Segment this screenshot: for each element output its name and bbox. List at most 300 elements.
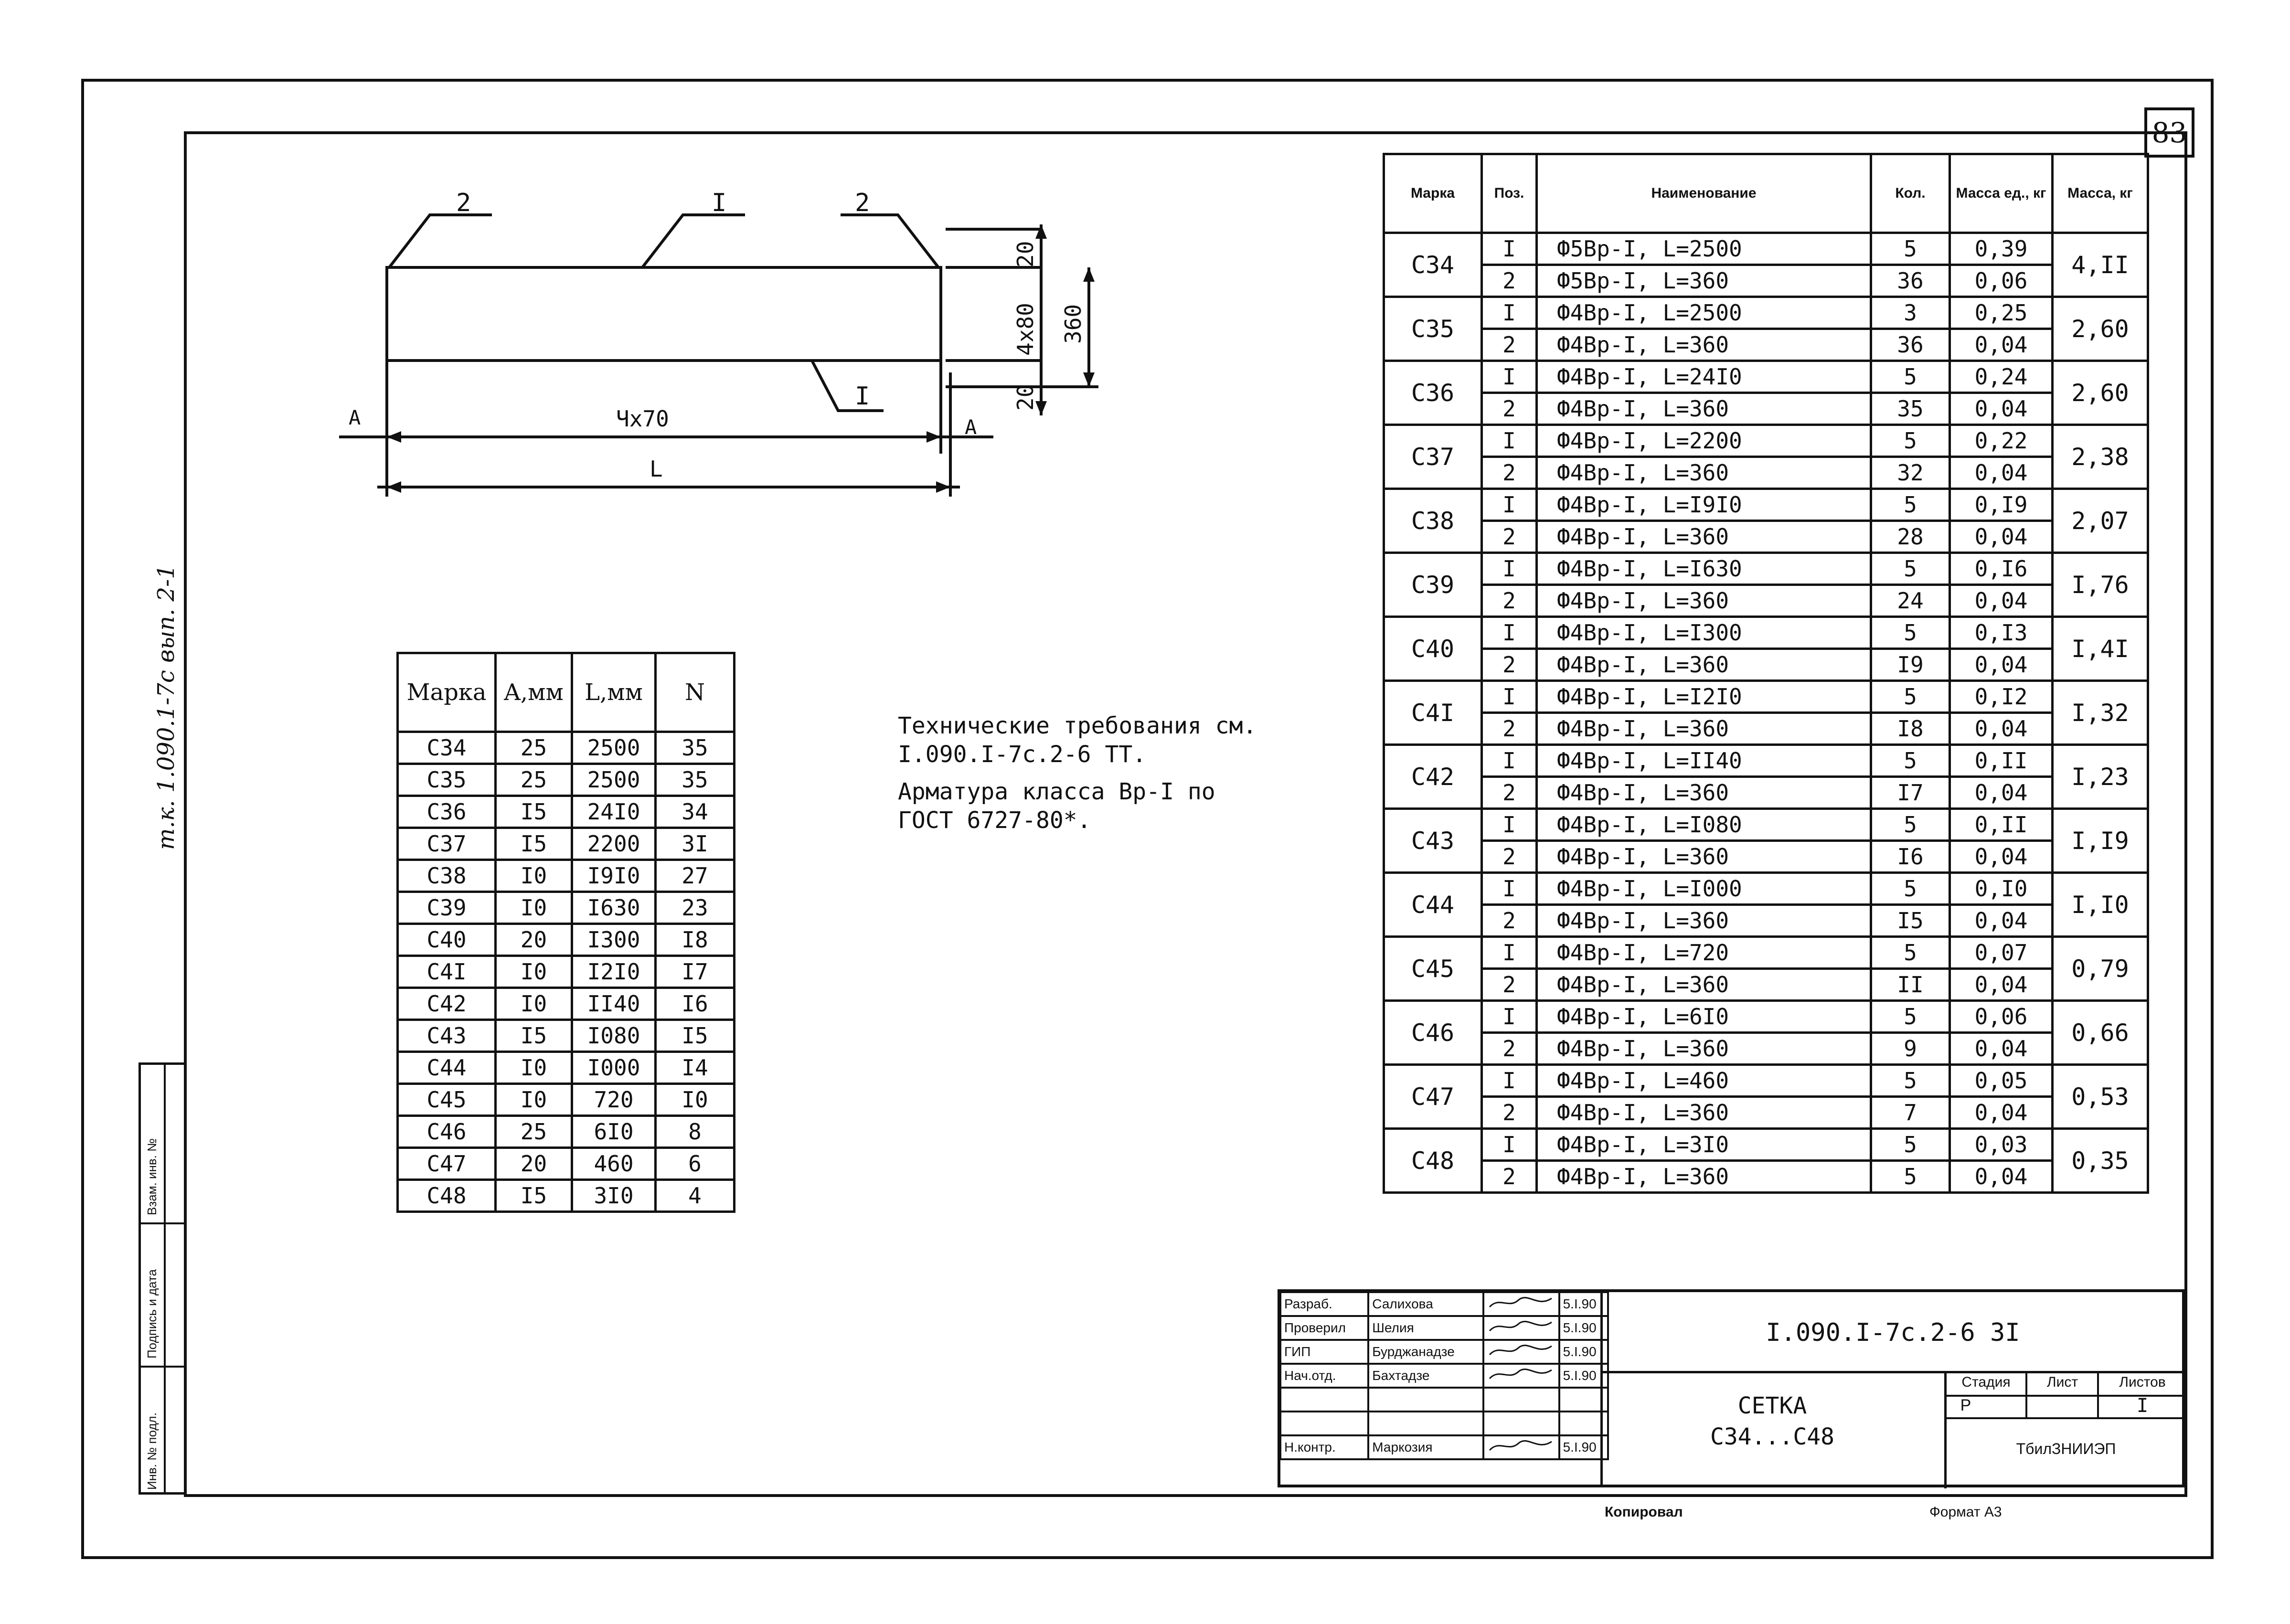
spec-pos-cell: 2 <box>1482 777 1537 809</box>
spec-name-cell: Ф4Вр-I, L=360 <box>1537 649 1871 681</box>
spec-name-cell: Ф4Вр-I, L=I630 <box>1537 553 1871 585</box>
spec-unit-mass-cell: 0,04 <box>1950 969 2053 1001</box>
spec-qty-cell: 36 <box>1871 329 1950 361</box>
spec-unit-mass-cell: 0,04 <box>1950 1033 2053 1065</box>
signature-sign <box>1483 1388 1559 1412</box>
mark-table <box>396 652 735 1213</box>
spec-qty-cell: 5 <box>1871 1065 1950 1097</box>
handwritten-signature <box>1487 1366 1554 1382</box>
spec-unit-mass-cell: 0,06 <box>1950 265 2053 297</box>
spec-unit-mass-cell: 0,04 <box>1950 585 2053 617</box>
spec-table-row <box>1384 361 2148 393</box>
mark-table-row <box>398 796 735 828</box>
mark-table-cell: I0 <box>496 1052 572 1084</box>
signature-role <box>1280 1388 1368 1412</box>
sheet-header: Лист <box>2046 1374 2078 1390</box>
dim-pitch: Чx70 <box>616 406 669 432</box>
spec-table-row <box>1384 521 2148 553</box>
mark-table-cell: I080 <box>572 1020 656 1052</box>
spec-unit-mass-cell: 0,II <box>1950 809 2053 841</box>
spec-unit-mass-cell: 0,I9 <box>1950 489 2053 521</box>
mark-table-cell: 720 <box>572 1084 656 1116</box>
spec-qty-cell: 5 <box>1871 745 1950 777</box>
spec-name-cell: Ф4Вр-I, L=360 <box>1537 521 1871 553</box>
spec-pos-cell: I <box>1482 425 1537 457</box>
spec-name-cell: Ф5Вр-I, L=2500 <box>1537 233 1871 265</box>
spec-qty-cell: 5 <box>1871 233 1950 265</box>
spec-pos-cell: 2 <box>1482 969 1537 1001</box>
mark-table-cell: C44 <box>398 1052 496 1084</box>
spec-qty-cell: I8 <box>1871 713 1950 745</box>
spec-pos-cell: I <box>1482 745 1537 777</box>
mark-table-cell: C39 <box>398 892 496 924</box>
spec-mark-cell: C46 <box>1384 1001 1482 1065</box>
mark-table-cell: I0 <box>496 956 572 988</box>
leader-bottom <box>812 361 884 411</box>
spec-name-cell: Ф4Вр-I, L=460 <box>1537 1065 1871 1097</box>
dim-total-height: 360 <box>1060 304 1086 344</box>
spec-table-row <box>1384 1065 2148 1097</box>
spec-name-cell: Ф4Вр-I, L=2200 <box>1537 425 1871 457</box>
pos-label-1-top: I <box>712 189 727 217</box>
mark-table-row <box>398 1084 735 1116</box>
spec-mark-cell: C40 <box>1384 617 1482 681</box>
spec-pos-cell: 2 <box>1482 713 1537 745</box>
spec-pos-cell: I <box>1482 937 1537 969</box>
mark-table-cell: 23 <box>656 892 735 924</box>
spec-table-row <box>1384 777 2148 809</box>
spec-name-cell: Ф4Вр-I, L=360 <box>1537 1097 1871 1129</box>
spec-table-row <box>1384 649 2148 681</box>
spec-mark-cell: C34 <box>1384 233 1482 297</box>
mark-table-cell: I9I0 <box>572 860 656 892</box>
mesh-outline <box>387 267 941 361</box>
spec-unit-mass-cell: 0,24 <box>1950 361 2053 393</box>
spec-table-row <box>1384 1129 2148 1161</box>
spec-qty-cell: 5 <box>1871 1001 1950 1033</box>
spec-table-row <box>1384 713 2148 745</box>
dim-top: 20 <box>1012 241 1038 267</box>
mark-table-cell: C38 <box>398 860 496 892</box>
dim-a-left: A <box>349 406 361 429</box>
spec-header-qty: Кол. <box>1871 154 1950 233</box>
mark-table-cell: C45 <box>398 1084 496 1116</box>
mark-table-cell: 20 <box>496 924 572 956</box>
signature-name <box>1368 1388 1483 1412</box>
spec-total-mass-cell: I,4I <box>2053 617 2148 681</box>
spec-table-row <box>1384 1161 2148 1193</box>
mark-table-cell: C37 <box>398 828 496 860</box>
spec-qty-cell: 7 <box>1871 1097 1950 1129</box>
mark-table-cell: I0 <box>496 988 572 1020</box>
mark-table-cell: I000 <box>572 1052 656 1084</box>
spec-name-cell: Ф4Вр-I, L=I2I0 <box>1537 681 1871 713</box>
spec-total-mass-cell: 2,60 <box>2053 297 2148 361</box>
spec-pos-cell: I <box>1482 553 1537 585</box>
side-column-sign: Подпись и дата <box>145 1269 159 1359</box>
signature-name: Шелия <box>1368 1316 1483 1340</box>
signature-row <box>1280 1412 1608 1435</box>
spec-name-cell: Ф4Вр-I, L=360 <box>1537 1161 1871 1193</box>
spec-pos-cell: 2 <box>1482 585 1537 617</box>
spec-pos-cell: I <box>1482 1129 1537 1161</box>
title-block <box>1278 1289 2185 1487</box>
mark-table-row <box>398 1148 735 1180</box>
signature-row <box>1280 1340 1608 1364</box>
spec-unit-mass-cell: 0,04 <box>1950 713 2053 745</box>
signature-name: Бурджанадзе <box>1368 1340 1483 1364</box>
spec-name-cell: Ф4Вр-I, L=24I0 <box>1537 361 1871 393</box>
footer-copied: Копировал <box>1605 1504 1683 1520</box>
spec-table-row <box>1384 841 2148 873</box>
spec-table-row <box>1384 937 2148 969</box>
mark-table-body <box>398 732 735 1212</box>
spec-unit-mass-cell: 0,I2 <box>1950 681 2053 713</box>
spec-name-cell: Ф4Вр-I, L=360 <box>1537 329 1871 361</box>
spec-table-header <box>1384 154 2148 233</box>
mark-table-header <box>398 653 735 732</box>
spec-unit-mass-cell: 0,04 <box>1950 841 2053 873</box>
spec-pos-cell: 2 <box>1482 905 1537 937</box>
spec-pos-cell: 2 <box>1482 265 1537 297</box>
mark-table-cell: C43 <box>398 1020 496 1052</box>
signature-role <box>1280 1412 1368 1435</box>
spec-qty-cell: I6 <box>1871 841 1950 873</box>
mark-table-row <box>398 1020 735 1052</box>
spec-mark-cell: C43 <box>1384 809 1482 873</box>
spec-pos-cell: 2 <box>1482 1097 1537 1129</box>
spec-unit-mass-cell: 0,04 <box>1950 1161 2053 1193</box>
spec-unit-mass-cell: 0,04 <box>1950 777 2053 809</box>
spec-total-mass-cell: 0,53 <box>2053 1065 2148 1129</box>
spec-unit-mass-cell: 0,04 <box>1950 457 2053 489</box>
specification-table <box>1383 153 2149 1194</box>
spec-pos-cell: 2 <box>1482 841 1537 873</box>
spec-unit-mass-cell: 0,03 <box>1950 1129 2053 1161</box>
spec-unit-mass-cell: 0,05 <box>1950 1065 2053 1097</box>
mark-table-cell: 3I0 <box>572 1180 656 1212</box>
spec-table-row <box>1384 233 2148 265</box>
sheets-value: I <box>2136 1395 2149 1417</box>
title-line-1: СЕТКА <box>1737 1392 1807 1419</box>
pos-label-2-right: 2 <box>855 189 870 217</box>
mark-table-cell: 35 <box>656 732 735 764</box>
leader-top <box>642 215 745 267</box>
mark-table-cell: 2500 <box>572 764 656 796</box>
spec-qty-cell: I9 <box>1871 649 1950 681</box>
mark-table-row <box>398 1180 735 1212</box>
mark-table-row <box>398 1052 735 1084</box>
spec-table-row <box>1384 1033 2148 1065</box>
mark-table-cell: I0 <box>496 860 572 892</box>
spec-name-cell: Ф4Вр-I, L=360 <box>1537 1033 1871 1065</box>
spec-mark-cell: C47 <box>1384 1065 1482 1129</box>
spec-pos-cell: I <box>1482 1065 1537 1097</box>
signature-role: Н.контр. <box>1280 1435 1368 1459</box>
signature-sign <box>1483 1292 1559 1316</box>
mark-table-cell: 4 <box>656 1180 735 1212</box>
spec-qty-cell: 5 <box>1871 1129 1950 1161</box>
sheet-number: 83 <box>2152 116 2187 149</box>
spec-header-unit-mass: Масса ед., кг <box>1950 154 2053 233</box>
spec-qty-cell: 5 <box>1871 489 1950 521</box>
handwritten-signature <box>1487 1295 1554 1311</box>
stage-value: Р <box>1960 1396 1971 1414</box>
spec-name-cell: Ф4Вр-I, L=I300 <box>1537 617 1871 649</box>
mark-table-row <box>398 860 735 892</box>
mark-table-cell: 20 <box>496 1148 572 1180</box>
spec-unit-mass-cell: 0,04 <box>1950 329 2053 361</box>
side-column-inv: Инв. № подл. <box>145 1412 159 1490</box>
spec-qty-cell: 5 <box>1871 553 1950 585</box>
signature-sign <box>1483 1412 1559 1435</box>
signature-name: Бахтадзе <box>1368 1364 1483 1388</box>
sheets-header: Листов <box>2119 1374 2166 1390</box>
mark-header-n: N <box>656 653 735 732</box>
spec-name-cell: Ф4Вр-I, L=360 <box>1537 585 1871 617</box>
handwritten-signature <box>1487 1342 1554 1359</box>
mark-table-cell: C48 <box>398 1180 496 1212</box>
mark-table-cell: I630 <box>572 892 656 924</box>
spec-header-name: Наименование <box>1537 154 1871 233</box>
spec-total-mass-cell: 2,07 <box>2053 489 2148 553</box>
spec-qty-cell: I7 <box>1871 777 1950 809</box>
mark-header-a: A,мм <box>496 653 572 732</box>
spec-unit-mass-cell: 0,04 <box>1950 521 2053 553</box>
spec-pos-cell: 2 <box>1482 457 1537 489</box>
spec-qty-cell: 5 <box>1871 937 1950 969</box>
mark-table-cell: I8 <box>656 924 735 956</box>
spec-pos-cell: 2 <box>1482 521 1537 553</box>
spec-header-mark: Марка <box>1384 154 1482 233</box>
signature-date: 5.І.90 <box>1559 1316 1608 1340</box>
mark-table-cell: I0 <box>656 1084 735 1116</box>
spec-pos-cell: 2 <box>1482 1033 1537 1065</box>
spec-name-cell: Ф4Вр-I, L=360 <box>1537 713 1871 745</box>
spec-table-row <box>1384 393 2148 425</box>
spec-total-mass-cell: I,I9 <box>2053 809 2148 873</box>
mark-table-row <box>398 892 735 924</box>
spec-pos-cell: I <box>1482 681 1537 713</box>
spec-unit-mass-cell: 0,I6 <box>1950 553 2053 585</box>
leader-left <box>389 215 492 267</box>
spec-total-mass-cell: I,23 <box>2053 745 2148 809</box>
spec-name-cell: Ф4Вр-I, L=360 <box>1537 457 1871 489</box>
document-code: I.090.I-7c.2-6 3I <box>1766 1318 2020 1347</box>
signature-date: 5.І.90 <box>1559 1435 1608 1459</box>
spec-qty-cell: 35 <box>1871 393 1950 425</box>
spec-total-mass-cell: 4,II <box>2053 233 2148 297</box>
mark-table-cell: C46 <box>398 1116 496 1148</box>
mark-table-cell: 8 <box>656 1116 735 1148</box>
spec-mark-cell: C37 <box>1384 425 1482 489</box>
spec-mark-cell: C44 <box>1384 873 1482 937</box>
spec-name-cell: Ф4Вр-I, L=360 <box>1537 393 1871 425</box>
side-note: т.к. 1.090.1-7с вып. 2-1 <box>153 564 180 850</box>
signature-row <box>1280 1292 1608 1316</box>
spec-mark-cell: C45 <box>1384 937 1482 1001</box>
spec-mark-cell: C35 <box>1384 297 1482 361</box>
spec-pos-cell: I <box>1482 233 1537 265</box>
mark-table-cell: I4 <box>656 1052 735 1084</box>
spec-pos-cell: 2 <box>1482 649 1537 681</box>
spec-pos-cell: I <box>1482 873 1537 905</box>
spec-unit-mass-cell: 0,04 <box>1950 905 2053 937</box>
mark-table-cell: C36 <box>398 796 496 828</box>
spec-header-total-mass: Масса, кг <box>2053 154 2148 233</box>
spec-name-cell: Ф4Вр-I, L=720 <box>1537 937 1871 969</box>
spec-mark-cell: C4I <box>1384 681 1482 745</box>
dim-a-right: A <box>965 415 977 439</box>
signature-date: 5.І.90 <box>1559 1364 1608 1388</box>
mark-table-row <box>398 732 735 764</box>
mark-table-cell: I300 <box>572 924 656 956</box>
spec-mark-cell: C36 <box>1384 361 1482 425</box>
mark-table-cell: 2200 <box>572 828 656 860</box>
spec-pos-cell: 2 <box>1482 329 1537 361</box>
spec-pos-cell: I <box>1482 1001 1537 1033</box>
signature-name: Маркозия <box>1368 1435 1483 1459</box>
mark-table-cell: 25 <box>496 732 572 764</box>
mark-table-cell: I7 <box>656 956 735 988</box>
mark-table-row <box>398 956 735 988</box>
dim-bottom: 20 <box>1012 384 1038 411</box>
spec-header-pos: Поз. <box>1482 154 1537 233</box>
spec-qty-cell: 3 <box>1871 297 1950 329</box>
spec-table-row <box>1384 681 2148 713</box>
technical-notes <box>898 711 1257 835</box>
spec-total-mass-cell: 0,35 <box>2053 1129 2148 1193</box>
spec-qty-cell: 5 <box>1871 1161 1950 1193</box>
stage-header: Стадия <box>1961 1374 2011 1390</box>
mark-table-cell: I2I0 <box>572 956 656 988</box>
spec-total-mass-cell: 0,79 <box>2053 937 2148 1001</box>
mark-table-cell: 6 <box>656 1148 735 1180</box>
note-line-4: ГОСТ 6727-80*. <box>898 807 1091 834</box>
spec-pos-cell: I <box>1482 809 1537 841</box>
spec-unit-mass-cell: 0,25 <box>1950 297 2053 329</box>
mark-table-cell: I0 <box>496 1084 572 1116</box>
mark-table-row <box>398 764 735 796</box>
mark-table-row <box>398 988 735 1020</box>
mark-table-cell: I5 <box>496 1020 572 1052</box>
mark-table-cell: 6I0 <box>572 1116 656 1148</box>
spec-total-mass-cell: I,I0 <box>2053 873 2148 937</box>
spec-name-cell: Ф4Вр-I, L=360 <box>1537 841 1871 873</box>
spec-total-mass-cell: 2,60 <box>2053 361 2148 425</box>
handwritten-signature <box>1487 1318 1554 1335</box>
spec-mark-cell: C42 <box>1384 745 1482 809</box>
spec-name-cell: Ф5Вр-I, L=360 <box>1537 265 1871 297</box>
spec-table-row <box>1384 745 2148 777</box>
signature-sign <box>1483 1364 1559 1388</box>
spec-table-row <box>1384 553 2148 585</box>
mark-table-cell: I6 <box>656 988 735 1020</box>
spec-qty-cell: 5 <box>1871 873 1950 905</box>
spec-name-cell: Ф4Вр-I, L=360 <box>1537 905 1871 937</box>
spec-qty-cell: 28 <box>1871 521 1950 553</box>
mark-table-cell: C35 <box>398 764 496 796</box>
spec-table-row <box>1384 1001 2148 1033</box>
mark-table-cell: II40 <box>572 988 656 1020</box>
spec-unit-mass-cell: 0,II <box>1950 745 2053 777</box>
signature-row <box>1280 1316 1608 1340</box>
spec-name-cell: Ф4Вр-I, L=I000 <box>1537 873 1871 905</box>
mark-table-cell: C40 <box>398 924 496 956</box>
mark-table-row <box>398 828 735 860</box>
organization: ТбилЗНИИЭП <box>2016 1440 2116 1457</box>
spec-table-row <box>1384 873 2148 905</box>
signature-row <box>1280 1388 1608 1412</box>
side-column-replace: Взам. инв. № <box>145 1138 159 1215</box>
spec-name-cell: Ф4Вр-I, L=II40 <box>1537 745 1871 777</box>
spec-unit-mass-cell: 0,04 <box>1950 649 2053 681</box>
spec-mark-cell: C38 <box>1384 489 1482 553</box>
spec-unit-mass-cell: 0,04 <box>1950 393 2053 425</box>
spec-qty-cell: 5 <box>1871 681 1950 713</box>
spec-table-row <box>1384 585 2148 617</box>
spec-qty-cell: 9 <box>1871 1033 1950 1065</box>
pos-label-1-bottom: I <box>855 382 870 411</box>
mark-table-cell: C4I <box>398 956 496 988</box>
mark-table-cell: 2500 <box>572 732 656 764</box>
spec-table-row <box>1384 617 2148 649</box>
mark-table-cell: 25 <box>496 764 572 796</box>
mark-table-cell: 24I0 <box>572 796 656 828</box>
spec-name-cell: Ф4Вр-I, L=I9I0 <box>1537 489 1871 521</box>
mark-table-cell: C42 <box>398 988 496 1020</box>
spec-qty-cell: 5 <box>1871 425 1950 457</box>
spec-total-mass-cell: I,76 <box>2053 553 2148 617</box>
spec-table-row <box>1384 425 2148 457</box>
spec-qty-cell: I5 <box>1871 905 1950 937</box>
spec-qty-cell: 5 <box>1871 617 1950 649</box>
spec-pos-cell: I <box>1482 617 1537 649</box>
spec-name-cell: Ф4Вр-I, L=3I0 <box>1537 1129 1871 1161</box>
spec-name-cell: Ф4Вр-I, L=I080 <box>1537 809 1871 841</box>
spec-table-row <box>1384 1097 2148 1129</box>
spec-qty-cell: 36 <box>1871 265 1950 297</box>
mark-table-cell: I5 <box>496 796 572 828</box>
spec-unit-mass-cell: 0,I0 <box>1950 873 2053 905</box>
spec-unit-mass-cell: 0,39 <box>1950 233 2053 265</box>
spec-unit-mass-cell: 0,04 <box>1950 1097 2053 1129</box>
mark-header-mark: Марка <box>398 653 496 732</box>
spec-table-row <box>1384 809 2148 841</box>
signature-sign <box>1483 1340 1559 1364</box>
mark-header-l: L,мм <box>572 653 656 732</box>
signature-date: 5.І.90 <box>1559 1340 1608 1364</box>
signature-name: Салихова <box>1368 1292 1483 1316</box>
mark-table-cell: 34 <box>656 796 735 828</box>
mark-table-cell: 27 <box>656 860 735 892</box>
signature-sign <box>1483 1435 1559 1459</box>
spec-name-cell: Ф4Вр-I, L=2500 <box>1537 297 1871 329</box>
spec-total-mass-cell: I,32 <box>2053 681 2148 745</box>
spec-mark-cell: C39 <box>1384 553 1482 617</box>
mark-table-row <box>398 924 735 956</box>
spec-qty-cell: 24 <box>1871 585 1950 617</box>
spec-pos-cell: I <box>1482 361 1537 393</box>
spec-total-mass-cell: 0,66 <box>2053 1001 2148 1065</box>
spec-table-row <box>1384 489 2148 521</box>
spec-pos-cell: I <box>1482 297 1537 329</box>
signature-role: Нач.отд. <box>1280 1364 1368 1388</box>
spec-qty-cell: 5 <box>1871 809 1950 841</box>
leader-right <box>841 215 938 267</box>
signature-row <box>1280 1435 1608 1459</box>
mark-table-cell: C47 <box>398 1148 496 1180</box>
